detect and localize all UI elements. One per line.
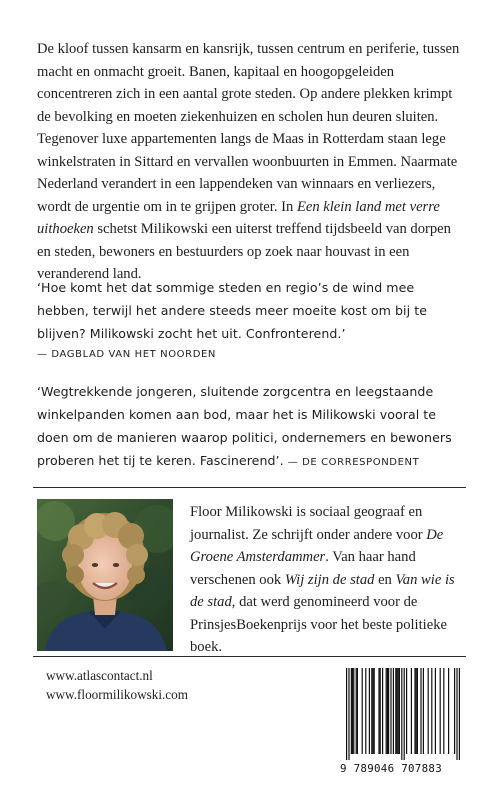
review-quote (37, 276, 469, 365)
barcode-bar (382, 668, 383, 754)
book-title: Van wie is de stad (190, 571, 455, 610)
barcode-bar (362, 668, 363, 754)
bio-text-4: , dat werd genomineerd voor de PrinsjesBoekenprijs voor het beste politieke boek. (190, 594, 447, 655)
isbn-digits: 9 789046 707883 (340, 762, 443, 775)
barcode-bar (399, 668, 400, 754)
barcode-bar (374, 668, 375, 754)
barcode-bar (357, 668, 358, 754)
description-text-2: schetst Milikowski een uiterst treffend tijdsbeeld van dorpen en steden, bewoners en bestuurders op zoek naar houvast in een veranderend land. (37, 221, 451, 282)
barcode-bar (414, 668, 415, 754)
barcode-bar (371, 668, 372, 754)
barcode-bar (448, 668, 449, 754)
barcode-bar (395, 668, 396, 754)
barcode-bar (435, 668, 436, 754)
review-quote-text: ‘Wegtrekkende jongeren, sluitende zorgcentra en leegstaande winkelpanden komen aan bod, maar het is Milikowski vooral te doen om de manieren waarop politici, ondernemers en bewoners proberen het tij te keren. Fascinerend’. (37, 384, 452, 468)
barcode-bar (352, 668, 353, 754)
author-photo (37, 499, 173, 651)
barcode-bar (372, 668, 373, 754)
bio-text-3: en (374, 571, 396, 588)
description-text-1: De kloof tussen kansarm en kansrijk, tussen centrum en periferie, tussen macht en onmacht groeit. Banen, kapitaal en hoogopgeleiden concentreren zich in een aantal grote steden. Op andere plekken krimpt de bevolking en moeten ziekenhuizen en scholen hun deuren sluiten. Tegenover luxe appartementen langs de Maas in Rotterdam staan lege winkelstraten in Sittard en vervallen woonbuurten in Emmen. Naarmate Nederland verandert in een lappendeken van winnaars en verliezers, wordt de urgentie om in te grijpen groter. In (37, 41, 460, 215)
barcode-bar (423, 668, 424, 754)
barcode-bar (440, 668, 441, 754)
book-description (37, 38, 467, 286)
barcode-bar (388, 668, 389, 754)
barcode-bar (456, 668, 457, 760)
barcode-bar (380, 668, 381, 754)
author-bio (190, 501, 470, 659)
barcode-bar (387, 668, 388, 754)
barcode-bar (351, 668, 352, 754)
barcode-bar (348, 668, 349, 760)
bio-text-1: Floor Milikowski is sociaal geograaf en journalist. Ze schrijft onder andere voor (190, 504, 427, 543)
barcode-bar (428, 668, 429, 754)
barcode-bar (365, 668, 366, 754)
barcode-bar (404, 668, 405, 760)
barcode-bar (378, 668, 379, 754)
barcode-bar (431, 668, 432, 754)
barcode-bar (390, 668, 391, 754)
isbn-barcode (338, 658, 466, 776)
barcode-bar (454, 668, 455, 754)
review-source: — DE CORRESPONDENT (287, 457, 420, 468)
barcode-bar (369, 668, 370, 754)
book-title: Een klein land met verre uithoeken (37, 198, 440, 237)
barcode-bar (398, 668, 399, 754)
website-links (46, 666, 188, 704)
review-quote (37, 380, 469, 474)
barcode-bar (401, 668, 402, 760)
divider (33, 487, 466, 488)
barcode-bar (416, 668, 417, 754)
review-quote-text: ‘Hoe komt het dat sommige steden en regio’s de wind mee hebben, terwijl het andere steeds meer moeite kost om bij te blijven? Milikowski zocht het uit. Confronterend.’ (37, 280, 427, 341)
barcode-bar (356, 668, 357, 754)
publisher-website-link[interactable]: www.atlascontact.nl (46, 668, 153, 683)
barcode-bar (353, 668, 354, 754)
barcode-bar (386, 668, 387, 754)
author-website-link[interactable]: www.floormilikowski.com (46, 687, 188, 702)
barcode-bar (417, 668, 418, 754)
divider (33, 656, 466, 657)
barcode-bar (346, 668, 347, 760)
barcode-bar (459, 668, 460, 760)
barcode-bar (420, 668, 421, 754)
barcode-bar (411, 668, 412, 754)
book-title: Wij zijn de stad (284, 571, 375, 588)
review-source: — DAGBLAD VAN HET NOORDEN (37, 349, 216, 360)
barcode-bar (443, 668, 444, 754)
magazine-title: De Groene Amsterdammer (190, 526, 444, 565)
barcode-bar (393, 668, 394, 754)
bio-text-2: . Van haar hand verschenen ook (190, 549, 416, 588)
barcode-bar (396, 668, 397, 754)
barcode-bar (406, 668, 407, 754)
